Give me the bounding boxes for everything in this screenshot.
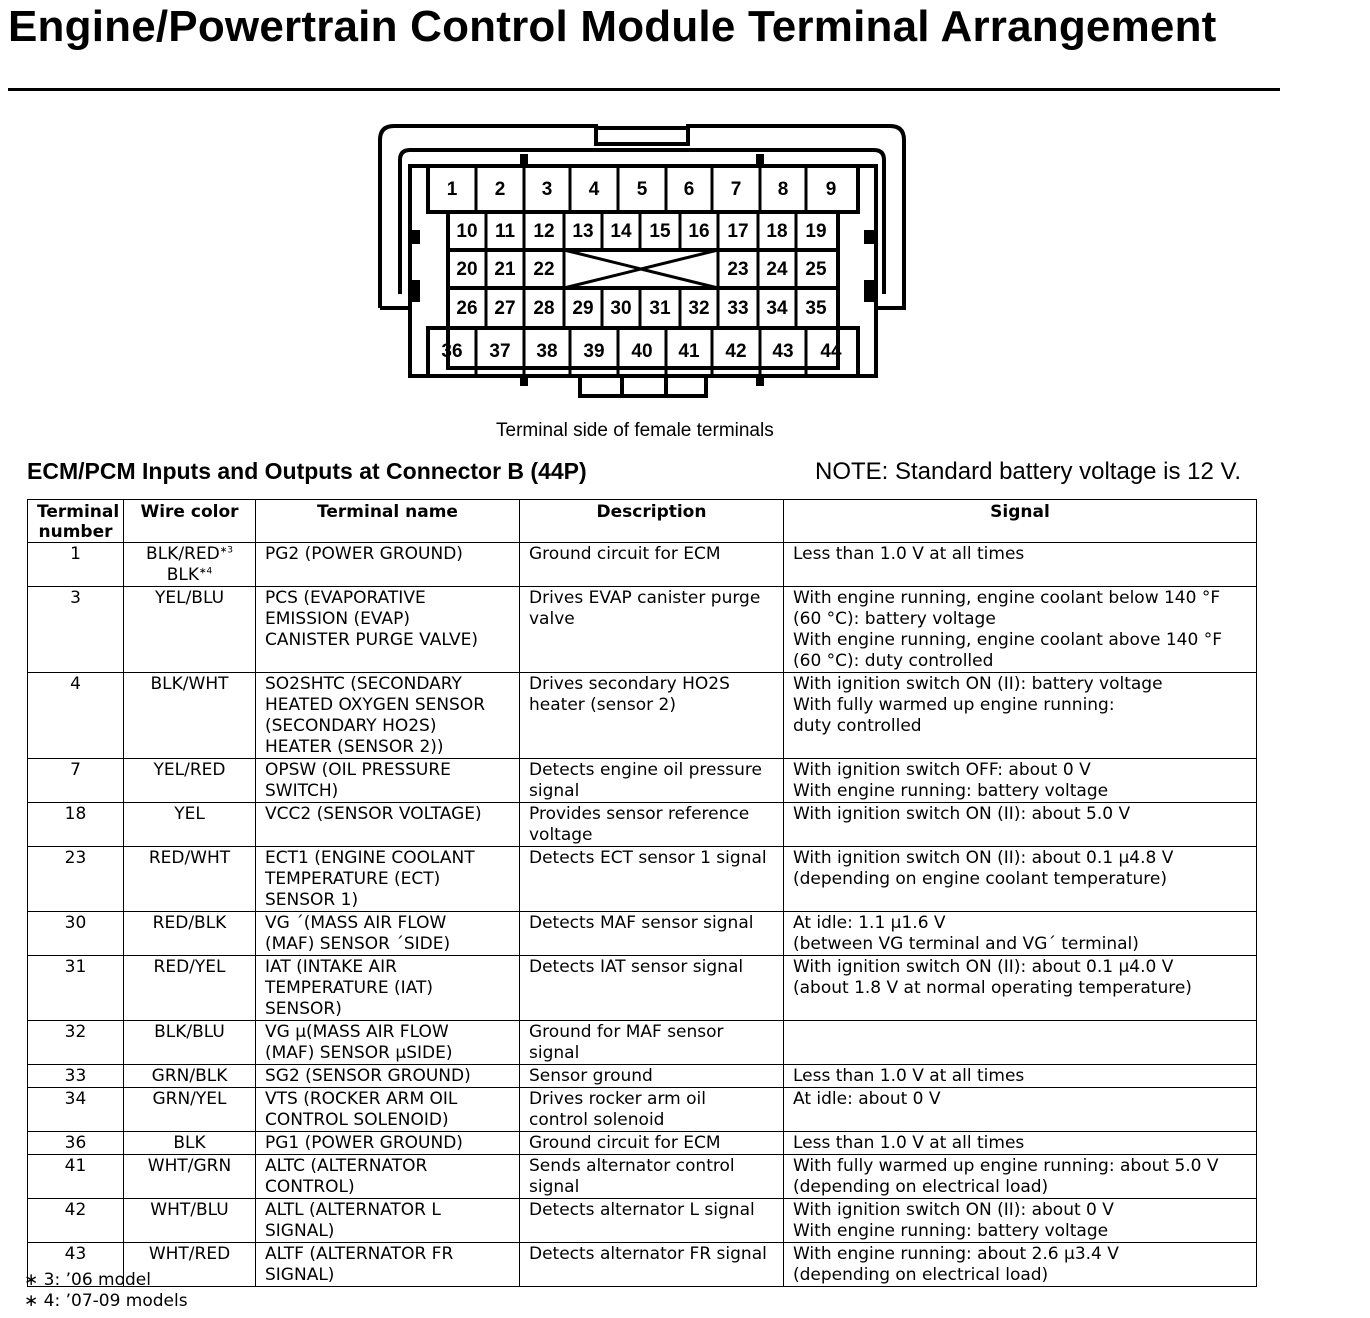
cell-terminal-name: ALTC (ALTERNATOR CONTROL) [256, 1155, 520, 1199]
header-terminal-name: Terminal name [256, 500, 520, 543]
cell-signal: At idle: about 0 V [784, 1088, 1257, 1132]
table-row [28, 1065, 1257, 1088]
cell-terminal: 1 [28, 543, 124, 587]
cell-signal: Less than 1.0 V at all times [784, 543, 1257, 587]
cell-wire: YEL/BLU [124, 587, 256, 673]
connector-diagram [376, 122, 912, 400]
cell-terminal: 3 [28, 587, 124, 673]
cell-terminal: 33 [28, 1065, 124, 1088]
section-subtitle: ECM/PCM Inputs and Outputs at Connector B (44P) [27, 458, 587, 484]
cell-signal: With ignition switch OFF: about 0 V With engine running: battery voltage [784, 759, 1257, 803]
cell-terminal: 30 [28, 912, 124, 956]
header-description: Description [520, 500, 784, 543]
pin-label: 16 [688, 221, 710, 243]
cell-wire [124, 543, 256, 587]
cell-terminal: 34 [28, 1088, 124, 1132]
cell-description: Drives rocker arm oil control solenoid [520, 1088, 784, 1132]
cell-terminal: 31 [28, 956, 124, 1021]
cell-signal: Less than 1.0 V at all times [784, 1065, 1257, 1088]
pin-label: 37 [489, 341, 511, 363]
table-row [28, 912, 1257, 956]
cell-description: Detects ECT sensor 1 signal [520, 847, 784, 912]
table-row [28, 1021, 1257, 1065]
footnote-4: ∗ 4: ’07-09 models [24, 1291, 188, 1311]
cell-signal: With ignition switch ON (II): battery voltage With fully warmed up engine running: duty controlled [784, 673, 1257, 759]
footnote-3: ∗ 3: ’06 model [24, 1270, 151, 1290]
pin-label: 10 [456, 221, 478, 243]
pin-label: 31 [649, 298, 671, 320]
pin-label: 5 [636, 179, 648, 201]
cell-signal [784, 1021, 1257, 1065]
pin-label: 1 [446, 179, 458, 201]
pin-label: 8 [777, 179, 789, 201]
pin-label: 18 [766, 221, 788, 243]
cell-terminal: 23 [28, 847, 124, 912]
cell-description: Sends alternator control signal [520, 1155, 784, 1199]
cell-signal: With fully warmed up engine running: about 5.0 V (depending on electrical load) [784, 1155, 1257, 1199]
pin-label: 17 [727, 221, 749, 243]
cell-signal: With ignition switch ON (II): about 5.0 V [784, 803, 1257, 847]
cell-terminal: 4 [28, 673, 124, 759]
cell-description: Detects engine oil pressure signal [520, 759, 784, 803]
cell-terminal-name: ECT1 (ENGINE COOLANT TEMPERATURE (ECT) SENSOR 1) [256, 847, 520, 912]
pin-label: 27 [494, 298, 516, 320]
connector-top-tab [596, 128, 688, 144]
cell-terminal-name: VG μ(MASS AIR FLOW (MAF) SENSOR μSIDE) [256, 1021, 520, 1065]
cell-description: Drives EVAP canister purge valve [520, 587, 784, 673]
cell-wire: BLK/WHT [124, 673, 256, 759]
pin-label: 22 [533, 259, 555, 281]
cell-terminal-name: PG1 (POWER GROUND) [256, 1132, 520, 1155]
pin-label: 44 [820, 341, 842, 363]
header-signal: Signal [784, 500, 1257, 543]
cell-signal: Less than 1.0 V at all times [784, 1132, 1257, 1155]
title-divider [8, 88, 1280, 91]
cell-description: Drives secondary HO2S heater (sensor 2) [520, 673, 784, 759]
table-row [28, 673, 1257, 759]
cell-description: Ground circuit for ECM [520, 543, 784, 587]
pin-label: 13 [572, 221, 594, 243]
cell-terminal: 43 [28, 1243, 124, 1287]
cell-signal: With ignition switch ON (II): about 0.1 μ4.8 V (depending on engine coolant temperature) [784, 847, 1257, 912]
cell-terminal-name: ALTL (ALTERNATOR L SIGNAL) [256, 1199, 520, 1243]
pin-label: 32 [688, 298, 710, 320]
table-row [28, 587, 1257, 673]
cell-description: Detects IAT sensor signal [520, 956, 784, 1021]
cell-signal: At idle: 1.1 μ1.6 V (between VG terminal and VG´ terminal) [784, 912, 1257, 956]
pin-label: 26 [456, 298, 478, 320]
cell-description: Ground for MAF sensor signal [520, 1021, 784, 1065]
pin-label: 41 [678, 341, 700, 363]
cell-terminal: 7 [28, 759, 124, 803]
cell-terminal: 36 [28, 1132, 124, 1155]
pin-label: 21 [494, 259, 516, 281]
cell-terminal-name: VG ´(MASS AIR FLOW (MAF) SENSOR ´SIDE) [256, 912, 520, 956]
cell-terminal: 18 [28, 803, 124, 847]
pin-label: 35 [805, 298, 827, 320]
cell-wire: RED/BLK [124, 912, 256, 956]
wire-color-b: BLK [166, 565, 199, 585]
pin-label: 40 [631, 341, 653, 363]
cell-terminal-name: SO2SHTC (SECONDARY HEATED OXYGEN SENSOR (SECONDARY HO2S) HEATER (SENSOR 2)) [256, 673, 520, 759]
cell-description: Detects alternator FR signal [520, 1243, 784, 1287]
pin-label: 2 [494, 179, 506, 201]
diagram-caption: Terminal side of female terminals [496, 420, 774, 441]
connector-shell-outer [380, 126, 904, 308]
header-terminal-number: Terminal number [28, 500, 124, 543]
table-row [28, 1088, 1257, 1132]
battery-note: NOTE: Standard battery voltage is 12 V. [815, 458, 1242, 485]
cell-terminal: 41 [28, 1155, 124, 1199]
cell-wire: BLK/BLU [124, 1021, 256, 1065]
footnote-mark-3: ∗3 [219, 545, 233, 556]
pin-label: 42 [725, 341, 747, 363]
pin-label: 29 [572, 298, 594, 320]
terminal-table [27, 499, 1257, 1287]
pin-label: 25 [805, 259, 827, 281]
pin-label: 38 [536, 341, 558, 363]
cell-description: Sensor ground [520, 1065, 784, 1088]
pin-label: 34 [766, 298, 788, 320]
pin-label: 24 [766, 259, 788, 281]
table-row [28, 847, 1257, 912]
cell-description: Detects MAF sensor signal [520, 912, 784, 956]
cell-terminal-name: ALTF (ALTERNATOR FR SIGNAL) [256, 1243, 520, 1287]
cell-signal: With ignition switch ON (II): about 0.1 μ4.0 V (about 1.8 V at normal operating temperature) [784, 956, 1257, 1021]
pin-label: 20 [456, 259, 478, 281]
cell-wire: WHT/BLU [124, 1199, 256, 1243]
page-title: Engine/Powertrain Control Module Terminal Arrangement [8, 2, 1217, 51]
table-row [28, 956, 1257, 1021]
pin-label: 23 [727, 259, 749, 281]
cell-wire: WHT/GRN [124, 1155, 256, 1199]
cell-terminal-name: OPSW (OIL PRESSURE SWITCH) [256, 759, 520, 803]
pin-label: 7 [730, 179, 742, 201]
pin-label: 19 [805, 221, 827, 243]
pin-label: 33 [727, 298, 749, 320]
cell-terminal-name: VTS (ROCKER ARM OIL CONTROL SOLENOID) [256, 1088, 520, 1132]
cell-terminal: 42 [28, 1199, 124, 1243]
header-wire-color: Wire color [124, 500, 256, 543]
pin-label: 28 [533, 298, 555, 320]
cell-terminal-name: VCC2 (SENSOR VOLTAGE) [256, 803, 520, 847]
pin-label: 39 [583, 341, 605, 363]
pin-label: 3 [541, 179, 553, 201]
pin-label: 11 [494, 221, 516, 243]
pin-label: 15 [649, 221, 671, 243]
table-row [28, 1132, 1257, 1155]
cell-wire: RED/WHT [124, 847, 256, 912]
connector-bottom-tab [580, 376, 706, 396]
pin-label: 43 [772, 341, 794, 363]
pin-label: 6 [683, 179, 695, 201]
cell-wire: YEL/RED [124, 759, 256, 803]
footnotes [24, 1270, 188, 1312]
table-header-row [28, 500, 1257, 543]
table-row [28, 543, 1257, 587]
cell-wire: GRN/BLK [124, 1065, 256, 1088]
cell-description: Provides sensor reference voltage [520, 803, 784, 847]
wire-color-a: BLK/RED [146, 544, 220, 564]
cell-terminal-name: PCS (EVAPORATIVE EMISSION (EVAP) CANISTER PURGE VALVE) [256, 587, 520, 673]
table-row [28, 759, 1257, 803]
cell-wire: WHT/RED [124, 1243, 256, 1287]
cell-description: Ground circuit for ECM [520, 1132, 784, 1155]
table-row [28, 803, 1257, 847]
cell-wire: RED/YEL [124, 956, 256, 1021]
table-row [28, 1199, 1257, 1243]
table-row [28, 1243, 1257, 1287]
cell-terminal-name: IAT (INTAKE AIR TEMPERATURE (IAT) SENSOR) [256, 956, 520, 1021]
cell-signal: With ignition switch ON (II): about 0 V With engine running: battery voltage [784, 1199, 1257, 1243]
pin-label: 30 [610, 298, 632, 320]
cell-description: Detects alternator L signal [520, 1199, 784, 1243]
cell-terminal-name: SG2 (SENSOR GROUND) [256, 1065, 520, 1088]
cell-wire: BLK [124, 1132, 256, 1155]
cell-wire: YEL [124, 803, 256, 847]
cell-terminal-name: PG2 (POWER GROUND) [256, 543, 520, 587]
cell-terminal: 32 [28, 1021, 124, 1065]
pin-label: 12 [533, 221, 555, 243]
pin-label: 4 [588, 179, 600, 201]
cell-signal: With engine running: about 2.6 μ3.4 V (depending on electrical load) [784, 1243, 1257, 1287]
pin-label: 14 [610, 221, 632, 243]
cell-signal: With engine running, engine coolant below 140 °F (60 °C): battery voltage With engine running, engine coolant above 140 °F (60 °C): duty controlled [784, 587, 1257, 673]
cell-wire: GRN/YEL [124, 1088, 256, 1132]
table-row [28, 1155, 1257, 1199]
pin-label: 36 [441, 341, 463, 363]
footnote-mark-4: ∗4 [199, 566, 213, 577]
pin-label: 9 [825, 179, 837, 201]
